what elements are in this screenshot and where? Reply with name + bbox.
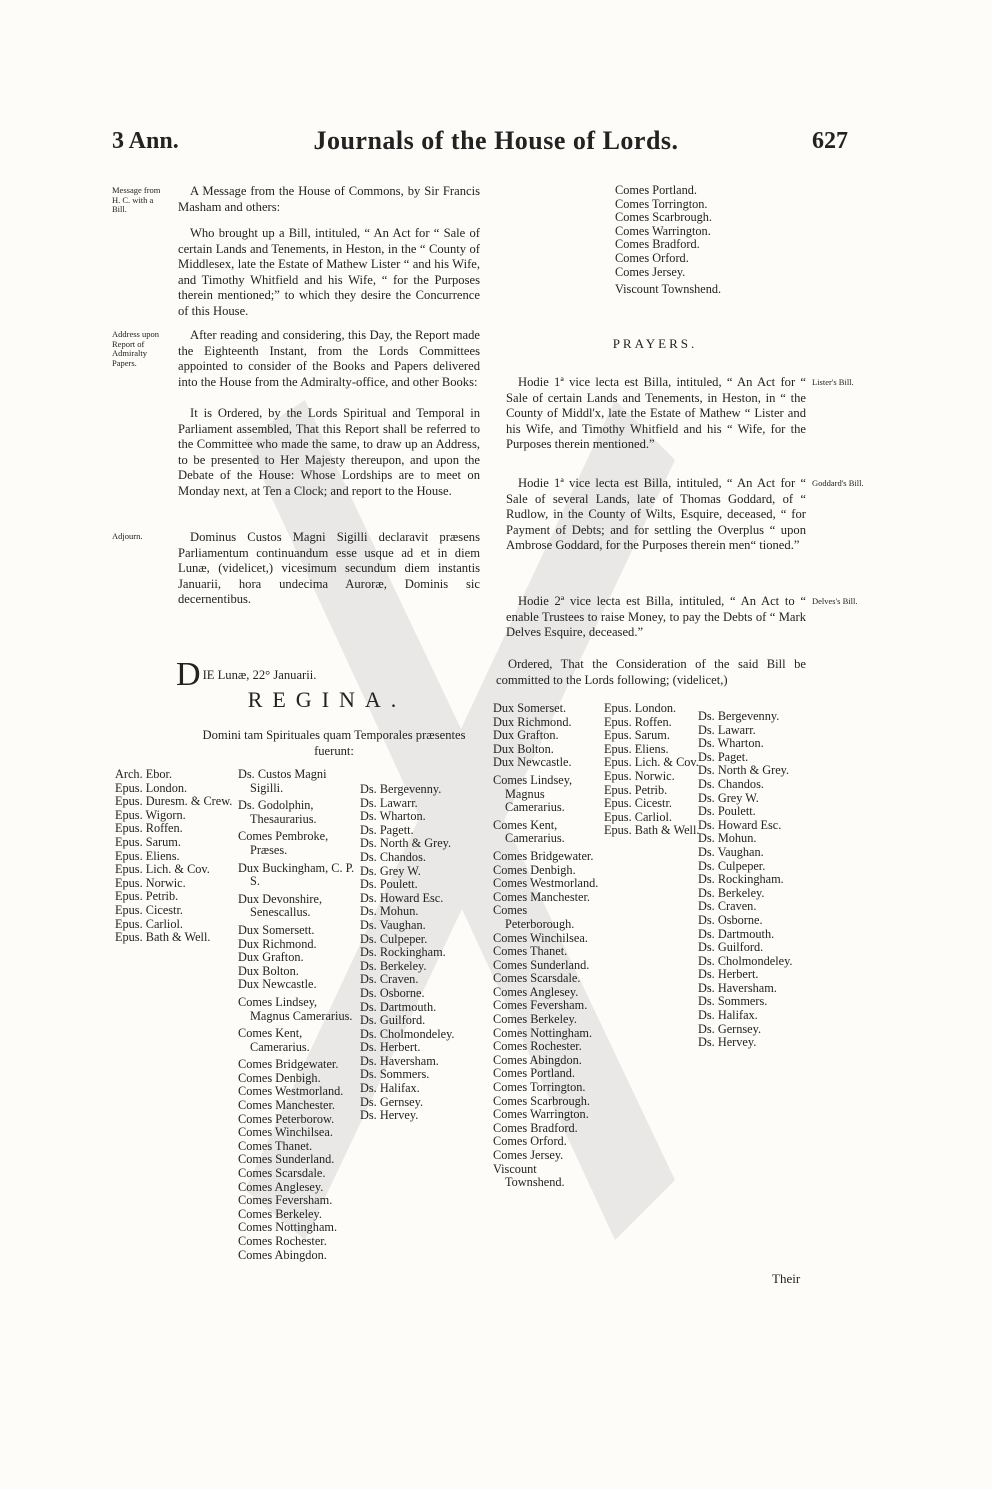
catchword: Their: [772, 1271, 801, 1286]
list-item: Ds. North & Grey.: [698, 763, 790, 778]
list-item: Epus. Cicestr.: [604, 796, 672, 811]
list-item: Ds. Bergevenny.: [698, 709, 780, 723]
list-item: Dux Grafton.: [238, 950, 304, 965]
present-list-temporal-1: [238, 768, 356, 1262]
present-list-temporal-2: [360, 783, 478, 1123]
list-item: Ds. Dartmouth.: [360, 999, 437, 1014]
list-item: Comes Torrington.: [615, 196, 708, 211]
list-item: Comes Jersey.: [493, 1148, 564, 1162]
list-item: Ds. Rockingham.: [360, 945, 446, 960]
list-item: Comes Scarsdale.: [493, 971, 581, 986]
list-item: Ds. Poulett.: [698, 804, 756, 819]
list-item: Comes Winchilsea.: [238, 1125, 333, 1140]
list-item: Comes Rochester.: [493, 1039, 582, 1054]
list-item: Comes Warrington.: [493, 1107, 589, 1122]
list-item: Dux Devonshire, Senescallus.: [238, 891, 323, 920]
list-item: Comes Manchester.: [493, 889, 590, 904]
list-item: Dux Grafton.: [493, 728, 559, 743]
bill-delves-text: Hodie 2ª vice lecta est Billa, intituled, “ An Act to “ enable Trustees to raise Money, to pay the Debts of “ Mark Delves Esquire, deceased.”: [506, 594, 806, 639]
list-item: Epus. Wigorn.: [115, 807, 186, 822]
committee-list-barons: [698, 710, 816, 1050]
list-item: Comes Denbigh.: [238, 1070, 321, 1085]
sitting-date: [176, 656, 476, 693]
list-item: Ds. Wharton.: [360, 809, 426, 824]
present-list-continued: [615, 184, 815, 297]
list-item: Ds. Lawarr.: [360, 795, 418, 810]
list-item: Ds. Halifax.: [698, 1008, 758, 1023]
list-item: Epus. Carliol.: [115, 916, 183, 931]
list-item: Ds. Vaughan.: [360, 917, 426, 932]
prayers-heading: PRAYERS.: [612, 336, 698, 351]
committee-list-spiritual: [604, 701, 700, 838]
list-item: Comes Torrington.: [493, 1080, 586, 1095]
message-body: Who brought up a Bill, intituled, “ An Act for “ Sale of certain Lands and Tenements, in Heston, in the “ County of Middlesex, late the Estate of Mathew Lister “ and his Wife, and Timothy Whitfield and his Wife, “ for the Purposes therein mentioned;” to which they desire the Concurrence of this House.: [178, 226, 480, 318]
list-item: Comes Peterborough.: [493, 903, 575, 931]
list-item: Ds. Haversham.: [698, 980, 777, 995]
list-item: Epus. Norwic.: [604, 768, 675, 783]
list-item: Ds. Custos Magni Sigilli.: [238, 767, 327, 795]
list-item: Comes Feversham.: [238, 1193, 333, 1208]
list-item: Ds. Berkeley.: [698, 885, 765, 900]
list-item: Ds. Dartmouth.: [698, 926, 775, 941]
list-item: Comes Thanet.: [238, 1138, 313, 1153]
list-item: Comes Scarbrough.: [493, 1093, 590, 1108]
list-item: Ds. Godolphin, Thesaurarius.: [238, 798, 317, 826]
list-item: Comes Warrington.: [615, 223, 711, 238]
list-item: Ds. Pagett.: [360, 822, 414, 837]
list-item: Ds. Culpeper.: [360, 931, 428, 946]
list-item: Ds. Berkeley.: [360, 958, 427, 973]
list-item: Dux Newcastle.: [238, 977, 317, 992]
message-intro: A Message from the House of Commons, by Sir Francis Masham and others:: [178, 184, 480, 214]
list-item: Epus. Roffen.: [115, 821, 183, 836]
list-item: Ds. Grey W.: [360, 863, 421, 878]
list-item: Dux Buckingham, C. P. S.: [238, 860, 355, 889]
list-item: Comes Orford.: [615, 250, 689, 265]
list-item: Ds. Osborne.: [698, 912, 763, 927]
list-item: Epus. Lich. & Cov.: [604, 755, 699, 770]
list-item: Comes Rochester.: [238, 1234, 327, 1248]
drop-cap: D: [176, 656, 201, 693]
list-item: Comes Berkeley.: [238, 1206, 322, 1221]
list-item: Epus. Bath & Well.: [604, 823, 700, 838]
list-item: Comes Bridgewater.: [238, 1057, 339, 1072]
list-item: Comes Jersey.: [615, 264, 686, 279]
list-item: Ds. Sommers.: [698, 994, 768, 1009]
list-item: Epus. Carliol.: [604, 809, 672, 824]
list-item: Comes Denbigh.: [493, 862, 576, 877]
list-item: Ds. Haversham.: [360, 1053, 439, 1068]
list-item: Comes Orford.: [493, 1134, 567, 1149]
list-item: Ds. Cholmondeley.: [360, 1026, 455, 1041]
list-item: Comes Feversham.: [493, 998, 588, 1013]
list-item: Comes Peterborow.: [238, 1111, 335, 1126]
page-title: Journals of the House of Lords.: [313, 126, 679, 155]
list-item: Epus. Bath & Well.: [115, 930, 211, 945]
list-item: Comes Scarbrough.: [615, 210, 712, 225]
list-item: Epus. Norwic.: [115, 875, 186, 890]
list-item: Epus. London.: [604, 701, 677, 715]
list-item: Comes Manchester.: [238, 1098, 335, 1113]
list-item: Ds. Chandos.: [698, 776, 764, 791]
list-item: Comes Bridgewater.: [493, 848, 594, 863]
list-item: Dux Somersett.: [238, 922, 315, 937]
list-item: Epus. London.: [115, 780, 188, 795]
list-item: Ds. Hervey.: [698, 1035, 757, 1050]
list-item: Comes Anglesey.: [493, 984, 579, 999]
list-item: Comes Portland.: [615, 183, 697, 197]
list-item: Comes Bradford.: [493, 1120, 578, 1135]
list-item: Comes Thanet.: [493, 944, 568, 959]
list-item: Comes Sunderland.: [238, 1152, 335, 1167]
list-item: Epus. Eliens.: [604, 741, 669, 756]
list-item: Ds. Guilford.: [698, 940, 764, 955]
margin-note-address: Address upon Report of Admiralty Papers.: [112, 329, 159, 368]
margin-note-message: Message from H. C. with a Bill.: [112, 185, 161, 214]
list-item: Ds. Mohun.: [360, 904, 419, 919]
list-item: Comes Sunderland.: [493, 957, 590, 972]
list-item: Ds. Wharton.: [698, 736, 764, 751]
list-item: Ds. Mohun.: [698, 831, 757, 846]
list-item: Epus. Duresm. & Crew.: [115, 794, 233, 809]
list-item: Comes Westmorland.: [493, 876, 599, 891]
margin-note-delves: Delves's Bill.: [812, 596, 858, 606]
list-item: Ds. Poulett.: [360, 877, 418, 892]
list-item: Ds. Culpeper.: [698, 858, 766, 873]
list-item: Comes Kent, Camerarius.: [493, 817, 565, 846]
list-item: Epus. Eliens.: [115, 848, 180, 863]
list-item: Comes Westmorland.: [238, 1084, 344, 1099]
list-item: Ds. Herbert.: [698, 967, 759, 982]
page-number: 627: [812, 128, 848, 154]
adjourn-text: Dominus Custos Magni Sigilli declaravit præsens Parliamentum continuandum esse usque ad et in diem Lunæ, (videlicet,) vicesimum secundum diem instantis Januarii, hora undecima Auroræ, Dominis sic decernentibus.: [178, 530, 480, 606]
committee-list-temporal: [493, 702, 597, 1190]
list-item: Ds. Guilford.: [360, 1013, 426, 1028]
list-item: Dux Bolton.: [238, 963, 299, 978]
list-item: Ds. Chandos.: [360, 849, 426, 864]
list-item: Ds. Lawarr.: [698, 722, 756, 737]
bill-goddard-text: Hodie 1ª vice lecta est Billa, intituled, “ An Act for “ Sale of several Lands, late of Thomas Goddard, of “ Rudlow, in the County of Wilts, Esquire, deceased, “ for Payment of Debts; and for settling the Overplus “ upon Ambrose Goddard, for the Purposes therein men“ tioned.”: [506, 476, 806, 552]
list-item: Dux Richmond.: [238, 936, 317, 951]
list-item: Epus. Sarum.: [115, 834, 181, 849]
list-item: Comes Pembroke, Præses.: [238, 829, 329, 857]
list-item: Comes Berkeley.: [493, 1012, 577, 1027]
list-item: Dux Bolton.: [493, 741, 554, 756]
list-item: Ds. Rockingham.: [698, 872, 784, 887]
list-item: Comes Nottingham.: [238, 1220, 338, 1235]
sitting-date-text: IE Lunæ, 22° Januarii.: [202, 668, 317, 682]
margin-note-lister: Lister's Bill.: [812, 377, 854, 387]
list-item: Comes Bradford.: [615, 237, 700, 252]
list-item: Epus. Lich. & Cov.: [115, 862, 210, 877]
list-item: Dux Richmond.: [493, 714, 572, 729]
list-item: Comes Winchilsea.: [493, 930, 588, 945]
list-item: Comes Lindsey, Magnus Camerarius.: [493, 772, 573, 815]
domini-line: Domini tam Spirituales quam Temporales præsentes fuerunt:: [202, 728, 466, 758]
list-item: Epus. Petrib.: [604, 782, 668, 797]
list-item: Ds. Halifax.: [360, 1081, 420, 1096]
list-item: Comes Kent, Camerarius.: [238, 1026, 310, 1054]
list-item: Ds. Paget.: [698, 749, 749, 764]
list-item: Comes Scarsdale.: [238, 1166, 326, 1181]
list-item: Ds. North & Grey.: [360, 836, 452, 851]
list-item: Ds. Grey W.: [698, 790, 759, 805]
list-item: Ds. Hervey.: [360, 1108, 419, 1123]
list-item: Ds. Sommers.: [360, 1067, 430, 1082]
list-item: Arch. Ebor.: [115, 767, 173, 781]
list-item: Comes Abingdon.: [493, 1052, 582, 1067]
list-item: Ds. Cholmondeley.: [698, 953, 793, 968]
list-item: Comes Abingdon.: [238, 1247, 327, 1262]
list-item: Epus. Petrib.: [115, 889, 179, 904]
list-item: Ds. Craven.: [698, 899, 757, 914]
list-item: Comes Anglesey.: [238, 1179, 324, 1194]
list-item: Comes Portland.: [493, 1066, 575, 1081]
margin-note-goddard: Goddard's Bill.: [812, 478, 864, 488]
bill-lister-text: Hodie 1ª vice lecta est Billa, intituled, “ An Act for “ Sale of certain Lands and Tenements, in Heston, in “ the County of Middl'x, late the Estate of Mathew “ Lister and his Wife, and Timothy Whitfield and his “ Wife, for the Purposes therein mentioned.”: [506, 375, 806, 451]
list-item: Comes Lindsey, Magnus Camerarius.: [238, 994, 353, 1023]
list-item: Ds. Bergevenny.: [360, 782, 442, 796]
regina-heading: REGINA.: [247, 687, 407, 712]
present-list-spiritual: [115, 768, 233, 945]
list-item: Ds. Howard Esc.: [360, 890, 444, 905]
list-item: Ds. Herbert.: [360, 1040, 421, 1055]
list-item: Epus. Roffen.: [604, 714, 672, 729]
list-item: Ds. Craven.: [360, 972, 419, 987]
list-item: Ds. Gernsey.: [360, 1094, 424, 1109]
list-item: Dux Somerset.: [493, 701, 567, 715]
address-order: It is Ordered, by the Lords Spiritual and Temporal in Parliament assembled, That this Report shall be referred to the Committee who made the same, to draw up an Address, to be presented to Her Majesty thereupon, and upon the Debate of the House: Whose Lordships are to meet on Monday next, at Ten a Clock; and report to the House.: [178, 406, 480, 498]
list-item: Ds. Gernsey.: [698, 1021, 762, 1036]
margin-note-adjourn: Adjourn.: [112, 531, 143, 541]
ordered-text: Ordered, That the Consideration of the said Bill be committed to the Lords following; (videlicet,): [496, 657, 806, 687]
running-head-left: 3 Ann.: [112, 128, 179, 154]
list-item: Viscount Townshend.: [615, 282, 722, 297]
list-item: Dux Newcastle.: [493, 755, 572, 770]
list-item: Ds. Howard Esc.: [698, 817, 782, 832]
list-item: Comes Nottingham.: [493, 1025, 593, 1040]
list-item: Ds. Osborne.: [360, 985, 425, 1000]
list-item: Viscount Townshend.: [493, 1161, 565, 1190]
address-intro: After reading and considering, this Day, the Report made the Eighteenth Instant, from the Lords Committees appointed to consider of the Books and Papers delivered into the House from the Admiralty-office, and other Books:: [178, 328, 480, 389]
list-item: Epus. Sarum.: [604, 728, 670, 743]
list-item: Epus. Cicestr.: [115, 902, 183, 917]
list-item: Ds. Vaughan.: [698, 844, 764, 859]
